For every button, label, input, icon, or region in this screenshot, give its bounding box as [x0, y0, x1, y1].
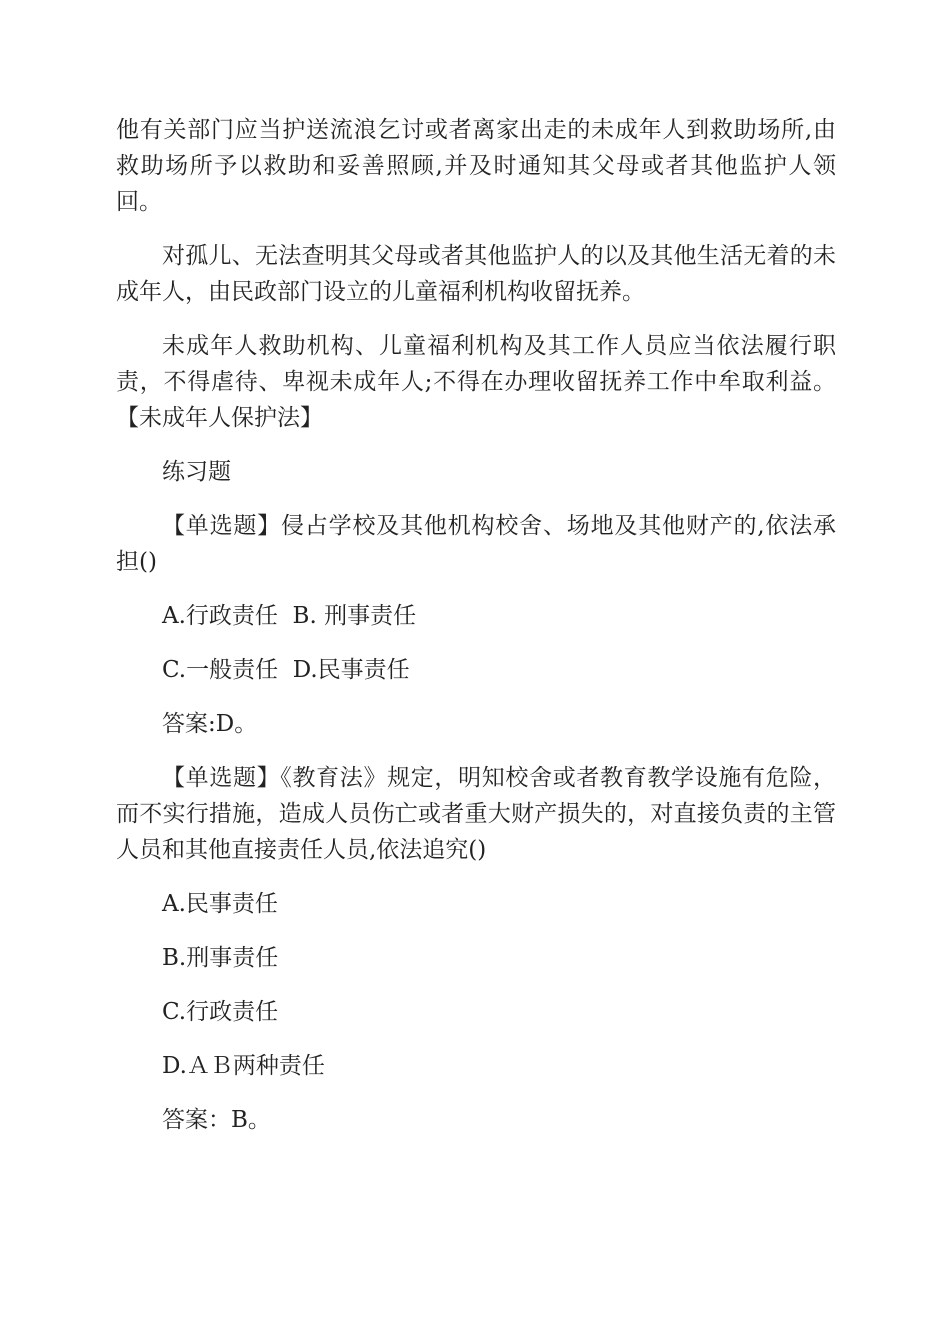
paragraph-orphans: 对孤儿、无法查明其父母或者其他监护人的以及其他生活无着的未成年人，由民政部门设立的儿童福利机构收留抚养。: [116, 243, 836, 305]
paragraph-duties: 未成年人救助机构、儿童福利机构及其工作人员应当依法履行职责，不得虐待、卑视未成年人;不得在办理收留抚养工作中牟取利益。【未成年人保护法】: [116, 333, 836, 431]
document-body: [116, 112, 836, 1156]
question-2-stem: 【单选题】《教育法》规定，明知校舍或者教育教学设施有危险，而不实行措施，造成人员伤亡或者重大财产损失的，对直接负责的主管人员和其他直接责任人员,依法追究(): [116, 765, 836, 863]
question-1-answer: 答案:D。: [162, 711, 258, 737]
question-1-options-cd: C.一般责任 D.民事责任: [162, 657, 410, 683]
paragraph-rescue: 他有关部门应当护送流浪乞讨或者离家出走的未成年人到救助场所,由救助场所予以救助和妥善照顾,并及时通知其父母或者其他监护人领回。: [116, 117, 836, 215]
question-2-option-b: B.刑事责任: [162, 945, 279, 971]
question-2-option-d: D.ＡＢ两种责任: [162, 1053, 325, 1079]
question-2-answer: 答案：B。: [162, 1107, 271, 1133]
question-1-stem: 【单选题】侵占学校及其他机构校舍、场地及其他财产的,依法承担(): [116, 513, 836, 575]
question-1-options-ab: A.行政责任 B. 刑事责任: [162, 603, 417, 629]
question-2-option-c: C.行政责任: [162, 999, 279, 1025]
question-2-option-a: A.民事责任: [162, 891, 278, 917]
section-title: 练习题: [162, 459, 231, 485]
